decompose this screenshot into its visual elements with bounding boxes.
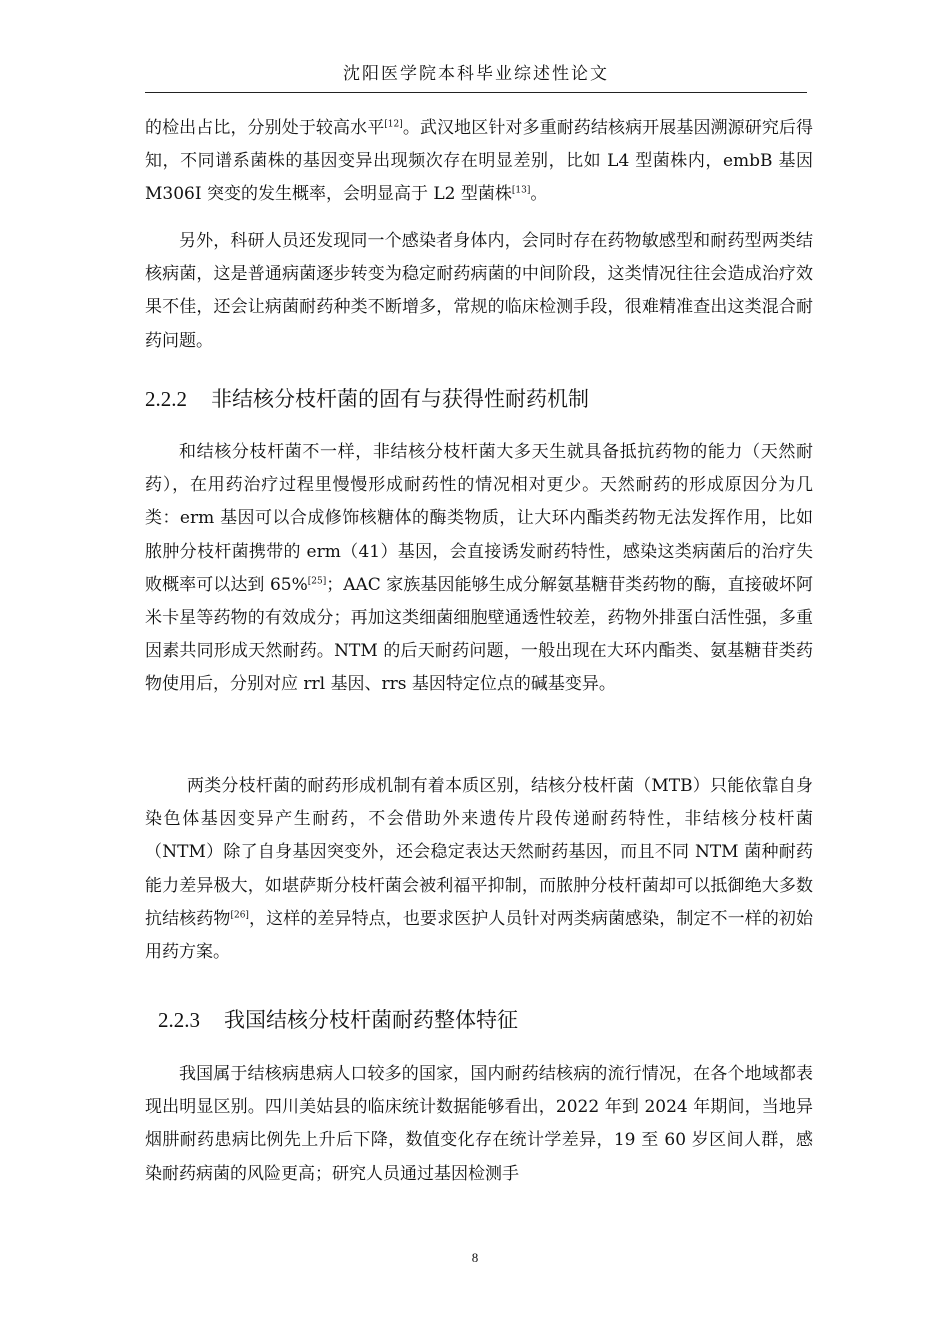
page-number: 8 xyxy=(471,1250,479,1265)
paragraph-mixed-infection xyxy=(145,225,813,358)
paragraph-text: 。武汉地区针对多重耐药结核病开展基因溯源研究后得知，不同谱系菌株的基因变异出现频次存在明显差别，比如 L4 型菌株内，embB 基因 M306I 突变的发生概率，会明显高于 L2 型菌株 xyxy=(145,118,814,205)
paragraph-text: 另外，科研人员还发现同一个感染者身体内，会同时存在药物敏感型和耐药型两类结核病菌，这是普通病菌逐步转变为稳定耐药病菌的中间阶段，这类情况往往会造成治疗效果不佳，还会让病菌耐药种类不断增多，常规的临床检测手段，很难精准查出这类混合耐药问题。 xyxy=(145,231,813,351)
paragraph-china-features xyxy=(145,1058,813,1191)
paragraph-mechanism-comparison xyxy=(145,770,813,969)
paragraph-text: ，这样的差异特点，也要求医护人员针对两类病菌感染，制定不一样的初始用药方案。 xyxy=(145,908,814,963)
citation-ref: [13] xyxy=(511,185,531,196)
section-title: 非结核分枝杆菌的固有与获得性耐药机制 xyxy=(211,387,589,411)
citation-ref: [12] xyxy=(384,119,403,130)
citation-ref: [26] xyxy=(230,910,249,921)
paragraph-text: 。 xyxy=(530,184,548,205)
paragraph-ntm-intrinsic xyxy=(145,436,813,702)
paragraph-text: 的检出占比，分别处于较高水平 xyxy=(145,118,385,138)
section-number: 2.2.3 xyxy=(158,1008,200,1032)
paragraph-text: 两类分枝杆菌的耐药形成机制有着本质区别，结核分枝杆菌（MTB）只能依靠自身染色体基因变异产生耐药，不会借助外来遗传片段传递耐药特性，非结核分枝杆菌（NTM）除了自身基因突变外，还会稳定表达天然耐药基因，而且不同 NTM 菌种耐药能力差异极大，如堪萨斯分枝杆菌会被利福平抑制，而脓肿分枝杆菌却可以抵御绝大多数抗结核药物 xyxy=(145,776,813,929)
paragraph-text: 我国属于结核病患病人口较多的国家，国内耐药结核病的流行情况，在各个地域都表现出明显区别。四川美姑县的临床统计数据能够看出，2022 年到 2024 年期间，当地异烟肼耐药患病比例先上升后下降，数值变化存在统计学差异，19 至 60 岁区间人群，感染耐药病菌的风险更高；研究人员通过基因检测手 xyxy=(145,1064,813,1184)
paragraph-text: 和结核分枝杆菌不一样，非结核分枝杆菌大多天生就具备抵抗药物的能力（天然耐药），在用药治疗过程里慢慢形成耐药性的情况相对更少。天然耐药的形成原因分为几类：erm 基因可以合成修饰核糖体的酶类物质，让大环内酯类药物无法发挥作用，比如脓肿分枝杆菌携带的 erm（41）基因，会直接诱发耐药特性，感染这类病菌后的治疗失败概率可以达到 65% xyxy=(145,442,813,595)
running-header: 沈阳医学院本科毕业综述性论文 xyxy=(343,64,609,84)
paragraph-continuation xyxy=(145,112,813,212)
section-heading-2-2-2 xyxy=(145,384,589,414)
citation-ref: [25] xyxy=(307,576,327,587)
header-divider xyxy=(145,92,807,93)
paragraph-text: ；AAC 家族基因能够生成分解氨基糖苷类药物的酶，直接破坏阿米卡星等药物的有效成分；再加这类细菌细胞壁通透性较差，药物外排蛋白活性强，多重因素共同形成天然耐药。NTM 的后天耐药问题，一般出现在大环内酯类、氨基糖苷类药物使用后，分别对应 rrl 基因、rrs 基因特定位点的碱基变异。 xyxy=(145,574,813,695)
section-number: 2.2.2 xyxy=(145,387,187,411)
section-heading-2-2-3 xyxy=(158,1005,518,1035)
section-title: 我国结核分枝杆菌耐药整体特征 xyxy=(224,1008,518,1032)
